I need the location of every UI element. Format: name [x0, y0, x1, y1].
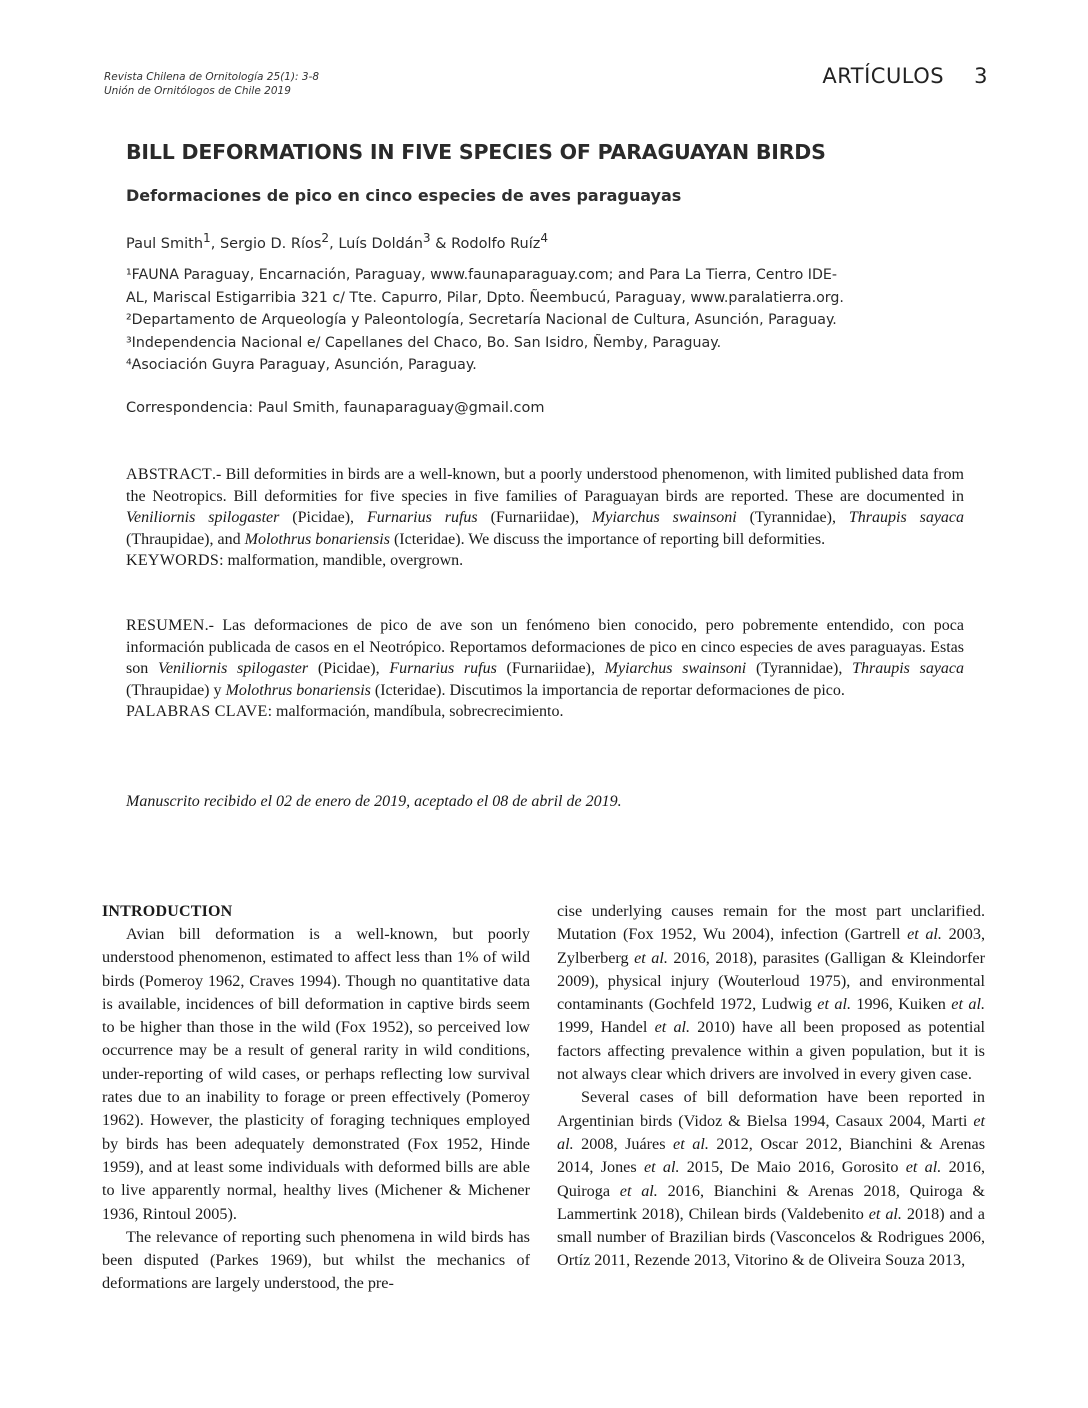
affiliation-line: ⁴Asociación Guyra Paraguay, Asunción, Paraguay. — [126, 357, 477, 373]
keywords-label: KEYWORDS — [126, 552, 220, 569]
species-name: Furnarius rufus — [366, 509, 478, 526]
affiliation-line: AL, Mariscal Estigarribia 321 c/ Tte. Capurro, Pilar, Dpto. Ñeembucú, Paraguay, www.paralatierra.org. — [126, 289, 844, 306]
abstract-text: (Thraupidae), and — [126, 530, 245, 548]
paragraph: Avian bill deformation is a well-known, but poorly understood phenomenon, estimated to affect less than 1% of wild birds (Pomeroy 1962, Craves 1994). Though no quantitative data is available, incidences of bill deformation in captive birds seem to be higher than those in the wild (Fox 1952), so perceived low occurrence may be a result of general rarity in wild conditions, under-reporting of wild cases, or perhaps reflecting low survival rates due to an inability to forage or preen effectively (Pomeroy 1962). However, the plasticity of foraging techniques employed by birds has been adequately demonstrated (Fox 1952, Hinde 1959), and at least some individuals with deformed bills are able to live apparently normal, healthy lives (Michener & Michener 1936, Rintoul 2005). — [102, 925, 530, 1223]
paragraph-text: 2016, 2018), parasites (Galligan & Kleindorfer 2009), physical injury (Wouterloud 1975), and environmental contaminants (Gochfeld 1972, Ludwig — [557, 948, 985, 1014]
journal-citation — [104, 70, 319, 98]
author-list — [126, 231, 548, 252]
section-heading: INTRODUCTION — [102, 903, 233, 920]
section-label: ARTÍCULOS — [822, 64, 945, 88]
paragraph-text: Several cases of bill deformation have been reported in Argentinian birds (Vidoz & Bielsa 1994, Casaux 2004, Marti — [557, 1088, 985, 1130]
author-3: , Luís Doldán — [329, 235, 423, 252]
et-al: et al. — [634, 948, 668, 967]
resumen-text: (Furnariidae), — [496, 660, 605, 677]
species-name: Thraupis sayaca — [848, 509, 965, 526]
correspondence: Correspondencia: Paul Smith, faunaparaguay@gmail.com — [126, 400, 545, 416]
et-al: et al. — [951, 995, 985, 1014]
affiliation-line: ³Independencia Nacional e/ Capellanes del Chaco, Bo. San Isidro, Ñemby, Paraguay. — [126, 334, 722, 351]
et-al: et al. — [619, 1181, 658, 1200]
paragraph-text: 1999, Handel — [557, 1018, 655, 1037]
et-al: et al. — [654, 1018, 691, 1037]
paragraph-text: 2003, Zylberberg — [557, 925, 986, 967]
journal-line-2: Unión de Ornitólogos de Chile 2019 — [104, 85, 291, 97]
paragraph: The relevance of reporting such phenomena in wild birds has been disputed (Parkes 1969), but whilst the mechanics of deformations are largely understood, the pre- — [102, 1227, 530, 1293]
author-1-sup: 1 — [203, 231, 211, 245]
abstract-text: (Icteridae). We discuss the importance of reporting bill deformities. — [389, 530, 826, 548]
et-al: et al. — [643, 1158, 680, 1177]
et-al: et al. — [907, 925, 942, 944]
author-4-sup: 4 — [540, 231, 549, 245]
palabras-clave-text: : malformación, mandíbula, sobrecrecimiento. — [267, 703, 564, 720]
body-column-right — [557, 900, 985, 1273]
et-al: et al. — [868, 1204, 902, 1223]
author-3-sup: 3 — [422, 231, 431, 245]
et-al: et al. — [905, 1158, 942, 1177]
author-4: & Rodolfo Ruíz — [430, 235, 541, 252]
abstract-label: ABSTRACT — [126, 466, 212, 483]
resumen-text: (Picidae), — [308, 660, 390, 677]
affiliation-line: ¹FAUNA Paraguay, Encarnación, Paraguay, www.faunaparaguay.com; and Para La Tierra, Centro IDE- — [126, 267, 837, 283]
resumen-text: .- Las deformaciones de pico de ave son un fenómeno bien conocido, pero pobremente entendido, con poca información publicada de casos en el Neotrópico. Reportamos deformaciones de pico en cinco especies de aves paraguayas. Estas son — [126, 617, 964, 677]
species-name: Myiarchus swainsoni — [604, 660, 747, 677]
species-name: Veniliornis spilogaster — [126, 509, 280, 526]
species-name: Thraupis sayaca — [852, 660, 965, 677]
paragraph-text: 2016, Quiroga — [557, 1158, 985, 1200]
paragraph-text: 2016, Bianchini & Arenas 2018, Quiroga & Lammertink 2018), Chilean birds (Valdebenito — [557, 1181, 985, 1223]
author-2: , Sergio D. Ríos — [210, 235, 322, 252]
species-name: Molothrus bonariensis — [244, 530, 390, 548]
paragraph-text: 2015, De Maio 2016, Gorosito — [679, 1158, 906, 1177]
paragraph — [557, 900, 985, 1086]
article-subtitle: Deformaciones de pico en cinco especies de aves paraguayas — [126, 186, 682, 205]
abstract-text: (Furnariidae), — [477, 509, 592, 526]
et-al: et al. — [673, 1134, 709, 1153]
resumen-text: (Icteridae). Discutimos la importancia de reportar deformaciones de pico. — [370, 681, 845, 699]
body-column-left — [102, 900, 530, 1296]
abstract-text: (Tyrannidae), — [736, 509, 849, 526]
et-al: et al. — [557, 1111, 985, 1153]
species-name: Furnarius rufus — [389, 660, 497, 677]
affiliations — [126, 264, 966, 377]
palabras-clave-label: PALABRAS CLAVE — [126, 703, 268, 720]
palabras-clave — [126, 701, 964, 723]
paragraph-text: 2012, Oscar 2012, Bianchini & Arenas 2014, Jones — [557, 1134, 985, 1177]
manuscript-dates: Manuscrito recibido el 02 de enero de 2019, aceptado el 08 de abril de 2019. — [126, 793, 622, 810]
species-name: Myiarchus swainsoni — [591, 509, 737, 526]
keywords-text: : malformation, mandible, overgrown. — [219, 552, 464, 569]
paragraph-text: 2010) have all been proposed as potential factors affecting prevalence within a given population, but it is not always clear which drivers are involved in every given case. — [557, 1018, 985, 1084]
resumen-text: (Tyrannidae), — [746, 660, 853, 677]
author-1: Paul Smith — [126, 235, 204, 252]
et-al: et al. — [817, 995, 852, 1014]
page-number: 3 — [974, 64, 988, 88]
resumen — [126, 615, 964, 723]
species-name: Veniliornis spilogaster — [157, 660, 309, 677]
abstract — [126, 464, 964, 572]
article-title: BILL DEFORMATIONS IN FIVE SPECIES OF PARAGUAYAN BIRDS — [126, 140, 826, 164]
section-header — [822, 64, 988, 88]
paragraph-text: cise underlying causes remain for the most part unclarified. Mutation (Fox 1952, Wu 2004), infection (Gartrell — [557, 902, 985, 944]
author-2-sup: 2 — [321, 231, 330, 245]
paragraph — [557, 1086, 985, 1272]
resumen-text: (Thraupidae) y — [126, 681, 226, 699]
paragraph-text: 2018) and a small number of Brazilian birds (Vasconcelos & Rodrigues 2006, Ortíz 2011, Rezende 2013, Vitorino & de Oliveira Souza 2013, — [557, 1204, 985, 1270]
resumen-label: RESUMEN — [126, 617, 205, 634]
paragraph-text: 2008, Juáres — [573, 1134, 674, 1153]
journal-line-1: Revista Chilena de Ornitología 25(1): 3-8 — [104, 71, 320, 83]
paragraph-text: 1996, Kuiken — [851, 995, 952, 1014]
abstract-text: (Picidae), — [279, 509, 367, 526]
keywords — [126, 550, 964, 572]
affiliation-line: ²Departamento de Arqueología y Paleontología, Secretaría Nacional de Cultura, Asunción, Paraguay. — [126, 312, 837, 328]
abstract-text: .- Bill deformities in birds are a well-known, but a poorly understood phenomenon, with limited published data from the Neotropics. Bill deformities for five species in five families of Paraguayan birds are reported. These are documented in — [126, 466, 964, 505]
species-name: Molothrus bonariensis — [225, 681, 371, 699]
